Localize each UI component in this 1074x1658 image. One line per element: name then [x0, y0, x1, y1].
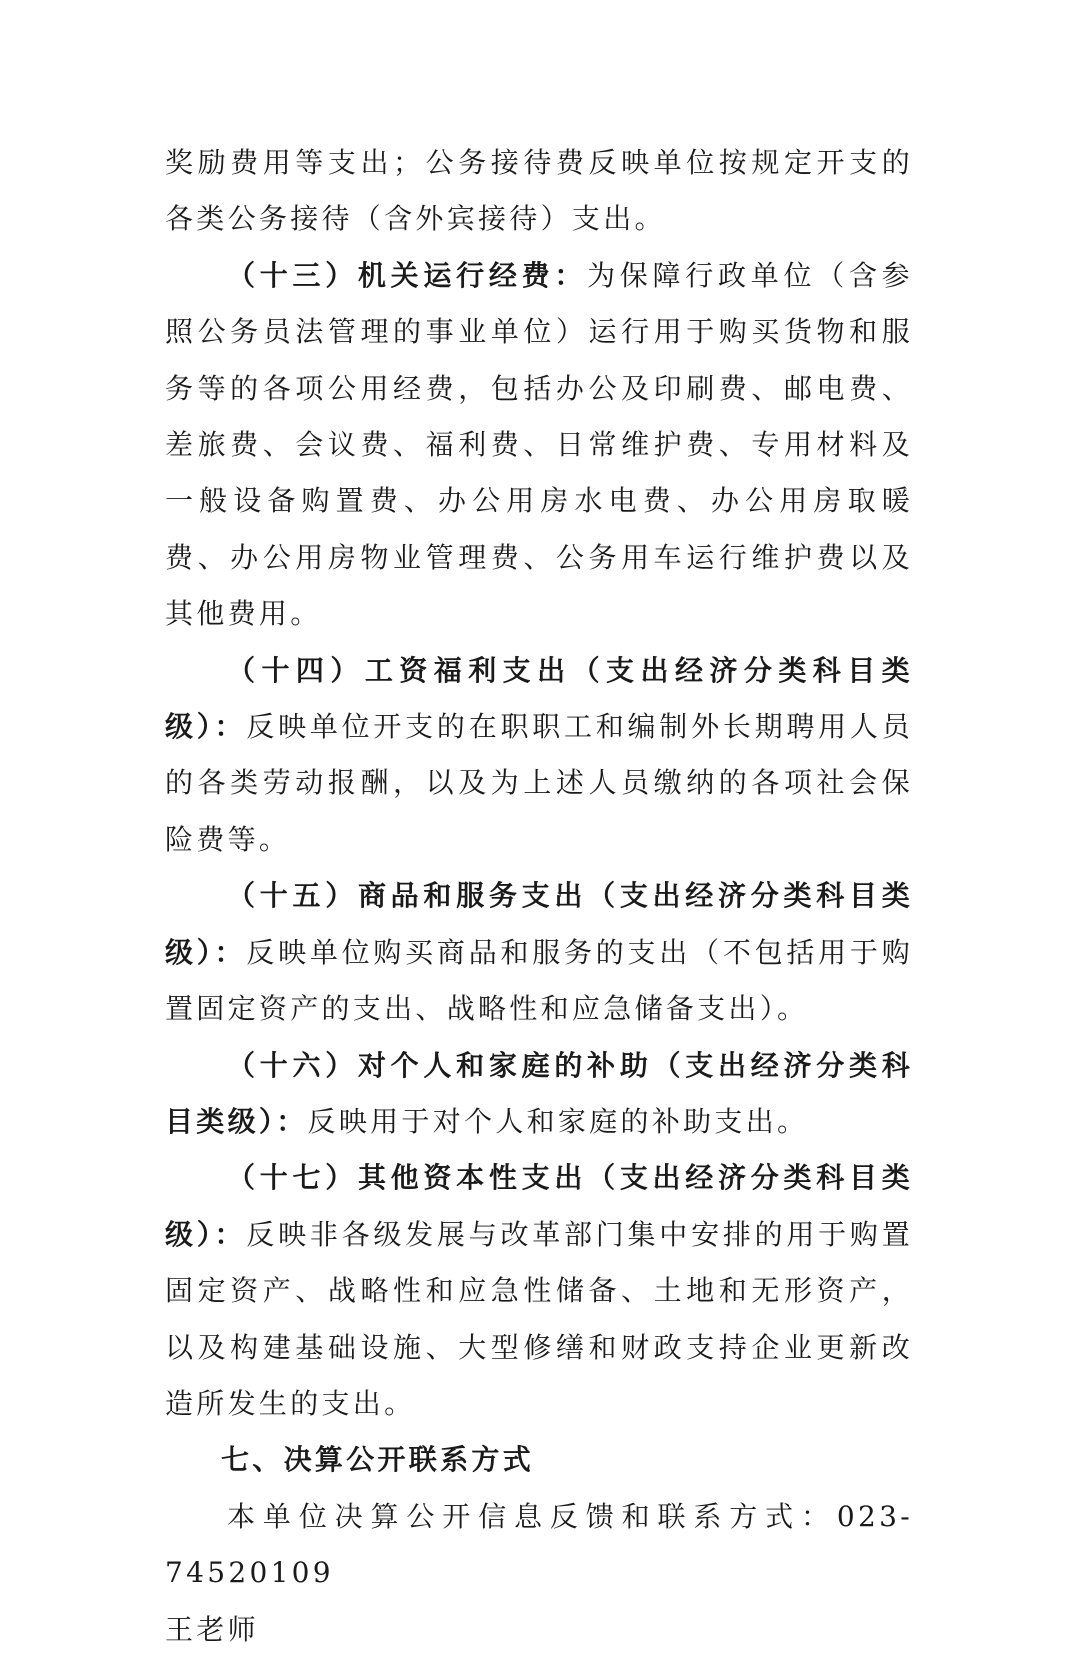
paragraph-14-wages-and-benefits [165, 643, 913, 869]
contact-info [165, 1489, 913, 1658]
contact-name: 王老师 [165, 1612, 259, 1646]
paragraph-body: 为保障行政单位（含参照公务员法管理的事业单位）运行用于购买货物和服务等的各项公用经费，包括办公及印刷费、邮电费、差旅费、会议费、福利费、日常维护费、专用材料及一般设备购置费、办公用房水电费、办公用房取暖费、办公用房物业管理费、公务用车运行维护费以及其他费用。 [165, 258, 913, 631]
paragraph-body: 反映单位购买商品和服务的支出（不包括用于购置固定资产的支出、战略性和应急储备支出）。 [165, 935, 913, 1026]
paragraph-15-goods-and-services [165, 868, 913, 1037]
paragraph-lead: （十六）对个人和家庭的补助（支出经济分类科目类级）： [165, 1048, 913, 1138]
paragraph-lead: （十四）工资福利支出（支出经济分类科目类级）： [165, 653, 913, 744]
document-body [165, 135, 913, 1658]
paragraph-17-other-capital-expenditure [165, 1150, 913, 1432]
paragraph-body: 反映非各级发展与改革部门集中安排的用于购置固定资产、战略性和应急性储备、土地和无形资产，以及构建基础设施、大型修缮和财政支持企业更新改造所发生的支出。 [165, 1217, 913, 1420]
paragraph-lead: （十七）其他资本性支出（支出经济分类科目类级）： [165, 1161, 913, 1251]
paragraph-body: 反映单位开支的在职职工和编制外长期聘用人员的各类劳动报酬，以及为上述人员缴纳的各项社会保险费等。 [165, 710, 913, 856]
paragraph-body: 反映用于对个人和家庭的补助支出。 [307, 1104, 809, 1138]
section-heading: 七、决算公开联系方式 [221, 1443, 535, 1477]
paragraph-13-administrative-operating-funds [165, 248, 913, 643]
paragraph-lead: （十五）商品和服务支出（支出经济分类科目类级）： [165, 879, 913, 969]
contact-label: 本单位决算公开信息反馈和联系方式： [227, 1499, 837, 1533]
paragraph-16-subsidies-to-individuals [165, 1038, 913, 1151]
paragraph-continuation [165, 135, 913, 248]
paragraph-lead: （十三）机关运行经费： [227, 258, 588, 292]
paragraph-body: 奖励费用等支出；公务接待费反映单位按规定开支的各类公务接待（含外宾接待）支出。 [165, 146, 913, 236]
contact-phone: 023-74520109 [165, 1499, 913, 1590]
